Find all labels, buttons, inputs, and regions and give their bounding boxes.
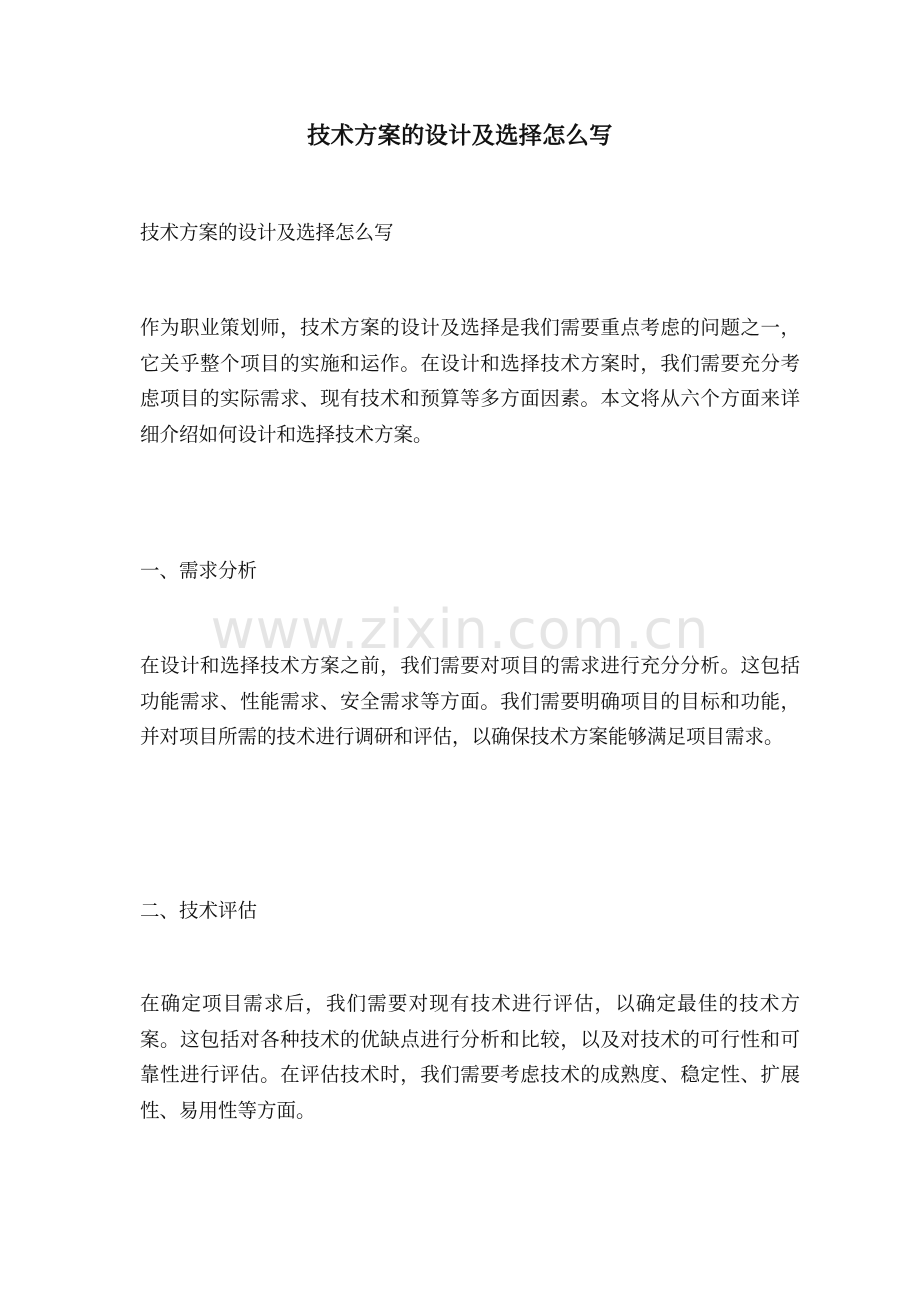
document-title: 技术方案的设计及选择怎么写 [307, 122, 613, 149]
section-body-evaluation: 在确定项目需求后，我们需要对现有技术进行评估，以确定最佳的技术方案。这包括对各种技术的优缺点进行分析和比较，以及对技术的可行性和可靠性进行评估。在评估技术时，我们需要考虑技术的成熟度、稳定性、扩展性、易用性等方面。 [140, 992, 800, 1122]
section-body-requirements: 在设计和选择技术方案之前，我们需要对项目的需求进行充分分析。这包括功能需求、性能需求、安全需求等方面。我们需要明确项目的目标和功能，并对项目所需的技术进行调研和评估，以确保技术方案能够满足项目需求。 [140, 654, 800, 748]
section-heading-evaluation: 二、技术评估 [140, 899, 258, 922]
intro-paragraph: 作为职业策划师，技术方案的设计及选择是我们需要重点考虑的问题之一，它关乎整个项目的实施和运作。在设计和选择技术方案时，我们需要充分考虑项目的实际需求、现有技术和预算等多方面因素。本文将从六个方面来详细介绍如何设计和选择技术方案。 [140, 316, 800, 446]
watermark: www.zixin.com.cn [210, 598, 710, 661]
section-heading-requirements: 一、需求分析 [140, 559, 258, 582]
document-subtitle: 技术方案的设计及选择怎么写 [140, 221, 394, 244]
